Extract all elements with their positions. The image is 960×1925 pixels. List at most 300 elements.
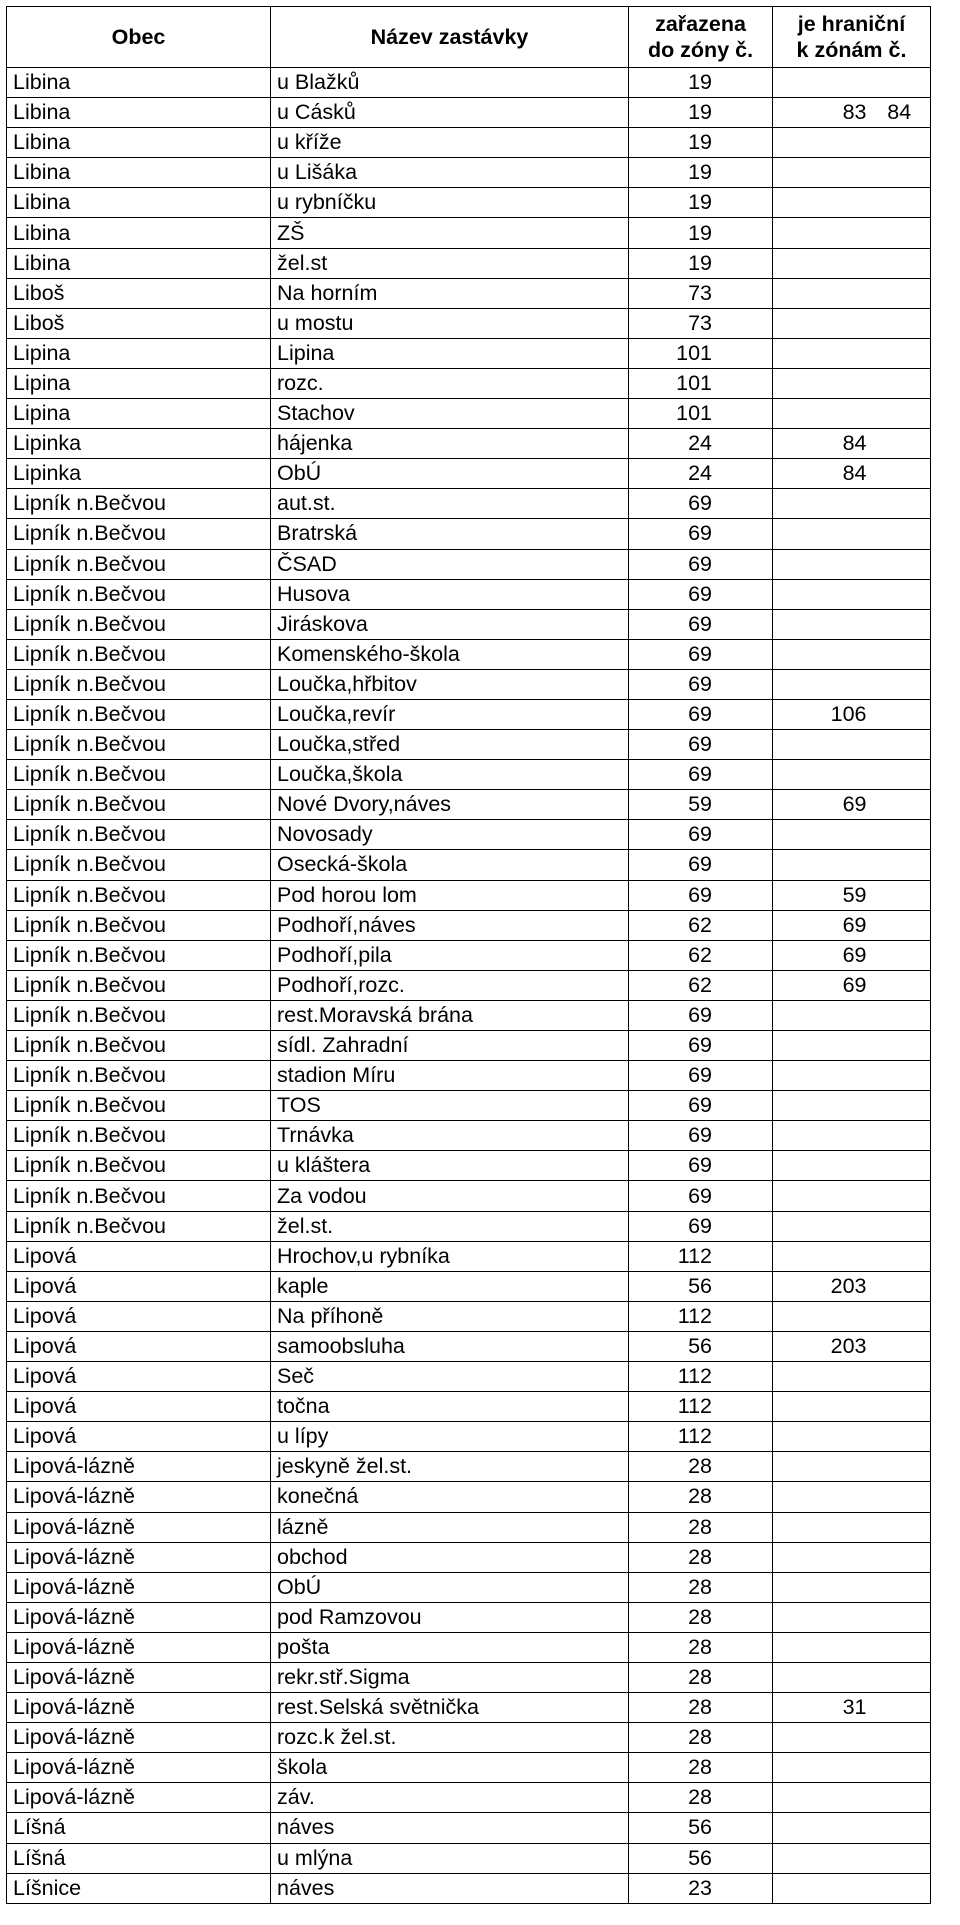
- cell-hranicni-2: [869, 1181, 931, 1211]
- cell-nazev-zastavky: obchod: [271, 1542, 629, 1572]
- cell-obec: Lipinka: [7, 459, 271, 489]
- table-row: [7, 639, 931, 669]
- table-row: [7, 1422, 931, 1452]
- cell-hranicni-2: [869, 459, 931, 489]
- cell-obec: Lipník n.Bečvou: [7, 609, 271, 639]
- cell-obec: Lipová-lázně: [7, 1662, 271, 1692]
- cell-obec: Lipová-lázně: [7, 1783, 271, 1813]
- cell-hranicni-1: [773, 158, 869, 188]
- cell-nazev-zastavky: ObÚ: [271, 1572, 629, 1602]
- cell-obec: Lipová: [7, 1271, 271, 1301]
- table-row: [7, 910, 931, 940]
- cell-zona: 28: [629, 1693, 773, 1723]
- cell-nazev-zastavky: náves: [271, 1873, 629, 1903]
- cell-obec: Lipová: [7, 1362, 271, 1392]
- cell-nazev-zastavky: hájenka: [271, 429, 629, 459]
- cell-zona: 62: [629, 970, 773, 1000]
- cell-hranicni-2: [869, 1151, 931, 1181]
- cell-obec: Lipník n.Bečvou: [7, 820, 271, 850]
- cell-zona: 112: [629, 1241, 773, 1271]
- cell-obec: Lipová-lázně: [7, 1512, 271, 1542]
- cell-hranicni-1: [773, 1000, 869, 1030]
- cell-hranicni-1: [773, 850, 869, 880]
- cell-hranicni-2: [869, 1452, 931, 1482]
- cell-hranicni-1: [773, 308, 869, 338]
- cell-hranicni-2: [869, 1783, 931, 1813]
- table-row: [7, 1602, 931, 1632]
- cell-obec: Líšná: [7, 1843, 271, 1873]
- cell-zona: 112: [629, 1392, 773, 1422]
- cell-nazev-zastavky: rest.Selská světnička: [271, 1693, 629, 1723]
- cell-nazev-zastavky: konečná: [271, 1482, 629, 1512]
- cell-hranicni-1: [773, 1632, 869, 1662]
- cell-hranicni-1: [773, 1542, 869, 1572]
- cell-nazev-zastavky: Za vodou: [271, 1181, 629, 1211]
- table-row: [7, 368, 931, 398]
- table-row: [7, 308, 931, 338]
- cell-hranicni-2: [869, 1602, 931, 1632]
- cell-nazev-zastavky: Seč: [271, 1362, 629, 1392]
- cell-zona: 19: [629, 128, 773, 158]
- cell-zona: 19: [629, 68, 773, 98]
- cell-zona: 69: [629, 760, 773, 790]
- cell-obec: Lipník n.Bečvou: [7, 669, 271, 699]
- table-row: [7, 459, 931, 489]
- cell-nazev-zastavky: Bratrská: [271, 519, 629, 549]
- cell-nazev-zastavky: Stachov: [271, 399, 629, 429]
- cell-nazev-zastavky: Osecká-škola: [271, 850, 629, 880]
- cell-nazev-zastavky: Lipina: [271, 338, 629, 368]
- cell-hranicni-1: [773, 368, 869, 398]
- table-row: [7, 1753, 931, 1783]
- header-hranicni: [773, 7, 931, 68]
- cell-nazev-zastavky: Pod horou lom: [271, 880, 629, 910]
- cell-zona: 69: [629, 1031, 773, 1061]
- cell-zona: 62: [629, 940, 773, 970]
- cell-nazev-zastavky: u kláštera: [271, 1151, 629, 1181]
- cell-hranicni-1: [773, 338, 869, 368]
- table-row: [7, 970, 931, 1000]
- header-obec: Obec: [7, 7, 271, 68]
- cell-hranicni-2: [869, 579, 931, 609]
- cell-hranicni-2: [869, 820, 931, 850]
- cell-hranicni-1: [773, 218, 869, 248]
- header-zarazena-line2: do zóny č.: [647, 38, 754, 62]
- cell-hranicni-1: [773, 669, 869, 699]
- cell-zona: 69: [629, 1121, 773, 1151]
- cell-hranicni-2: [869, 1331, 931, 1361]
- cell-nazev-zastavky: točna: [271, 1392, 629, 1422]
- header-nazev-zastavky: Název zastávky: [271, 7, 629, 68]
- table-body: [7, 68, 931, 1904]
- cell-hranicni-1: [773, 1873, 869, 1903]
- cell-hranicni-1: 59: [773, 880, 869, 910]
- cell-nazev-zastavky: u mostu: [271, 308, 629, 338]
- cell-hranicni-1: [773, 820, 869, 850]
- cell-hranicni-2: [869, 730, 931, 760]
- cell-hranicni-1: 69: [773, 970, 869, 1000]
- cell-obec: Lipník n.Bečvou: [7, 579, 271, 609]
- zone-table-sheet: [6, 6, 931, 1904]
- cell-obec: Libina: [7, 158, 271, 188]
- table-row: [7, 519, 931, 549]
- cell-obec: Lipová: [7, 1331, 271, 1361]
- cell-hranicni-2: [869, 158, 931, 188]
- cell-hranicni-1: [773, 549, 869, 579]
- cell-zona: 19: [629, 158, 773, 188]
- cell-nazev-zastavky: Jiráskova: [271, 609, 629, 639]
- cell-obec: Lipník n.Bečvou: [7, 880, 271, 910]
- cell-hranicni-1: [773, 519, 869, 549]
- cell-obec: Lipník n.Bečvou: [7, 970, 271, 1000]
- cell-hranicni-2: [869, 549, 931, 579]
- table-row: [7, 98, 931, 128]
- cell-nazev-zastavky: u Blažků: [271, 68, 629, 98]
- table-row: [7, 1662, 931, 1692]
- table-row: [7, 218, 931, 248]
- table-header-row: [7, 7, 931, 68]
- cell-zona: 28: [629, 1512, 773, 1542]
- table-row: [7, 1873, 931, 1903]
- cell-hranicni-2: [869, 850, 931, 880]
- cell-hranicni-1: [773, 1662, 869, 1692]
- cell-hranicni-1: [773, 1151, 869, 1181]
- cell-hranicni-1: 84: [773, 429, 869, 459]
- table-row: [7, 1572, 931, 1602]
- cell-obec: Lipník n.Bečvou: [7, 1121, 271, 1151]
- cell-hranicni-1: [773, 68, 869, 98]
- cell-hranicni-2: [869, 1241, 931, 1271]
- cell-obec: Libina: [7, 128, 271, 158]
- table-row: [7, 1181, 931, 1211]
- cell-hranicni-1: 31: [773, 1693, 869, 1723]
- cell-obec: Lipová-lázně: [7, 1452, 271, 1482]
- cell-hranicni-2: [869, 368, 931, 398]
- cell-obec: Lipová: [7, 1301, 271, 1331]
- cell-nazev-zastavky: TOS: [271, 1091, 629, 1121]
- cell-hranicni-1: [773, 1241, 869, 1271]
- cell-obec: Lipová-lázně: [7, 1632, 271, 1662]
- table-row: [7, 1783, 931, 1813]
- cell-obec: Lipník n.Bečvou: [7, 639, 271, 669]
- table-row: [7, 1301, 931, 1331]
- table-row: [7, 248, 931, 278]
- cell-hranicni-1: [773, 1362, 869, 1392]
- cell-zona: 69: [629, 850, 773, 880]
- cell-hranicni-2: [869, 1542, 931, 1572]
- cell-nazev-zastavky: Nové Dvory,náves: [271, 790, 629, 820]
- cell-zona: 28: [629, 1482, 773, 1512]
- cell-nazev-zastavky: Trnávka: [271, 1121, 629, 1151]
- stops-zone-table: [6, 6, 931, 1904]
- cell-nazev-zastavky: Loučka,hřbitov: [271, 669, 629, 699]
- cell-zona: 101: [629, 338, 773, 368]
- cell-hranicni-1: [773, 1031, 869, 1061]
- cell-zona: 59: [629, 790, 773, 820]
- cell-hranicni-1: [773, 1843, 869, 1873]
- cell-hranicni-2: [869, 519, 931, 549]
- table-row: [7, 68, 931, 98]
- cell-zona: 69: [629, 1181, 773, 1211]
- cell-hranicni-2: [869, 489, 931, 519]
- cell-zona: 69: [629, 1000, 773, 1030]
- table-row: [7, 820, 931, 850]
- cell-hranicni-1: [773, 1452, 869, 1482]
- cell-hranicni-2: [869, 760, 931, 790]
- cell-zona: 69: [629, 549, 773, 579]
- cell-zona: 101: [629, 368, 773, 398]
- table-row: [7, 549, 931, 579]
- cell-nazev-zastavky: rest.Moravská brána: [271, 1000, 629, 1030]
- cell-obec: Lipová: [7, 1422, 271, 1452]
- cell-hranicni-1: [773, 399, 869, 429]
- cell-hranicni-1: [773, 639, 869, 669]
- cell-nazev-zastavky: škola: [271, 1753, 629, 1783]
- cell-hranicni-1: [773, 609, 869, 639]
- cell-obec: Lipník n.Bečvou: [7, 1000, 271, 1030]
- cell-hranicni-1: [773, 1783, 869, 1813]
- cell-zona: 73: [629, 308, 773, 338]
- table-row: [7, 1392, 931, 1422]
- cell-zona: 69: [629, 669, 773, 699]
- cell-hranicni-1: [773, 579, 869, 609]
- cell-obec: Libina: [7, 188, 271, 218]
- cell-zona: 69: [629, 1061, 773, 1091]
- table-row: [7, 1452, 931, 1482]
- table-row: [7, 730, 931, 760]
- cell-hranicni-1: 83: [773, 98, 869, 128]
- cell-hranicni-1: [773, 1572, 869, 1602]
- table-row: [7, 489, 931, 519]
- cell-obec: Libina: [7, 218, 271, 248]
- cell-obec: Lipina: [7, 338, 271, 368]
- cell-hranicni-2: [869, 1632, 931, 1662]
- cell-zona: 69: [629, 699, 773, 729]
- cell-nazev-zastavky: u Cásků: [271, 98, 629, 128]
- cell-zona: 69: [629, 639, 773, 669]
- cell-hranicni-2: [869, 399, 931, 429]
- cell-nazev-zastavky: Komenského-škola: [271, 639, 629, 669]
- cell-nazev-zastavky: sídl. Zahradní: [271, 1031, 629, 1061]
- cell-nazev-zastavky: kaple: [271, 1271, 629, 1301]
- cell-zona: 56: [629, 1843, 773, 1873]
- cell-zona: 24: [629, 459, 773, 489]
- cell-nazev-zastavky: samoobsluha: [271, 1331, 629, 1361]
- cell-nazev-zastavky: Na příhoně: [271, 1301, 629, 1331]
- cell-nazev-zastavky: Husova: [271, 579, 629, 609]
- cell-zona: 69: [629, 1151, 773, 1181]
- cell-nazev-zastavky: záv.: [271, 1783, 629, 1813]
- table-row: [7, 338, 931, 368]
- header-zarazena-line1: zařazena: [655, 12, 746, 36]
- table-row: [7, 128, 931, 158]
- cell-zona: 56: [629, 1331, 773, 1361]
- cell-nazev-zastavky: pošta: [271, 1632, 629, 1662]
- cell-obec: Liboš: [7, 308, 271, 338]
- cell-hranicni-2: [869, 1061, 931, 1091]
- cell-zona: 69: [629, 1211, 773, 1241]
- cell-hranicni-1: [773, 730, 869, 760]
- cell-hranicni-2: [869, 1843, 931, 1873]
- cell-obec: Lipová-lázně: [7, 1723, 271, 1753]
- cell-obec: Lipová: [7, 1392, 271, 1422]
- cell-nazev-zastavky: ObÚ: [271, 459, 629, 489]
- table-row: [7, 1121, 931, 1151]
- cell-nazev-zastavky: jeskyně žel.st.: [271, 1452, 629, 1482]
- table-row: [7, 158, 931, 188]
- table-row: [7, 880, 931, 910]
- cell-hranicni-1: [773, 1512, 869, 1542]
- cell-obec: Lipová: [7, 1241, 271, 1271]
- cell-hranicni-2: [869, 1873, 931, 1903]
- cell-zona: 69: [629, 579, 773, 609]
- cell-hranicni-1: [773, 128, 869, 158]
- cell-zona: 28: [629, 1723, 773, 1753]
- cell-nazev-zastavky: u rybníčku: [271, 188, 629, 218]
- cell-obec: Lipinka: [7, 429, 271, 459]
- cell-hranicni-1: [773, 1753, 869, 1783]
- cell-nazev-zastavky: Na horním: [271, 278, 629, 308]
- cell-nazev-zastavky: Podhoří,pila: [271, 940, 629, 970]
- cell-hranicni-2: [869, 940, 931, 970]
- cell-hranicni-2: [869, 278, 931, 308]
- table-row: [7, 1211, 931, 1241]
- cell-hranicni-1: [773, 188, 869, 218]
- cell-hranicni-1: 69: [773, 910, 869, 940]
- cell-zona: 56: [629, 1813, 773, 1843]
- cell-hranicni-2: [869, 1662, 931, 1692]
- cell-hranicni-1: [773, 1301, 869, 1331]
- cell-hranicni-2: [869, 248, 931, 278]
- cell-nazev-zastavky: ZŠ: [271, 218, 629, 248]
- cell-hranicni-2: [869, 880, 931, 910]
- cell-zona: 69: [629, 519, 773, 549]
- cell-nazev-zastavky: rozc.k žel.st.: [271, 1723, 629, 1753]
- cell-zona: 62: [629, 910, 773, 940]
- cell-hranicni-2: [869, 910, 931, 940]
- cell-zona: 112: [629, 1422, 773, 1452]
- table-row: [7, 1693, 931, 1723]
- cell-obec: Libina: [7, 68, 271, 98]
- cell-obec: Lipník n.Bečvou: [7, 940, 271, 970]
- cell-nazev-zastavky: u Lišáka: [271, 158, 629, 188]
- table-row: [7, 579, 931, 609]
- cell-hranicni-1: [773, 248, 869, 278]
- cell-zona: 28: [629, 1602, 773, 1632]
- table-row: [7, 1482, 931, 1512]
- cell-hranicni-2: [869, 699, 931, 729]
- cell-hranicni-1: [773, 1813, 869, 1843]
- cell-hranicni-2: [869, 1121, 931, 1151]
- cell-hranicni-2: [869, 128, 931, 158]
- cell-obec: Líšnice: [7, 1873, 271, 1903]
- cell-obec: Lipník n.Bečvou: [7, 549, 271, 579]
- cell-nazev-zastavky: žel.st: [271, 248, 629, 278]
- cell-zona: 112: [629, 1301, 773, 1331]
- table-row: [7, 188, 931, 218]
- cell-nazev-zastavky: pod Ramzovou: [271, 1602, 629, 1632]
- cell-hranicni-2: [869, 1271, 931, 1301]
- cell-zona: 28: [629, 1783, 773, 1813]
- cell-hranicni-2: [869, 218, 931, 248]
- cell-hranicni-2: [869, 1723, 931, 1753]
- cell-hranicni-1: [773, 489, 869, 519]
- cell-hranicni-1: 84: [773, 459, 869, 489]
- cell-zona: 69: [629, 1091, 773, 1121]
- cell-zona: 19: [629, 188, 773, 218]
- cell-hranicni-2: [869, 1392, 931, 1422]
- table-row: [7, 1151, 931, 1181]
- table-row: [7, 1723, 931, 1753]
- table-row: [7, 790, 931, 820]
- cell-zona: 28: [629, 1452, 773, 1482]
- cell-zona: 28: [629, 1572, 773, 1602]
- cell-zona: 69: [629, 489, 773, 519]
- table-row: [7, 1271, 931, 1301]
- table-row: [7, 1632, 931, 1662]
- cell-zona: 112: [629, 1362, 773, 1392]
- cell-zona: 69: [629, 880, 773, 910]
- cell-hranicni-2: [869, 1572, 931, 1602]
- cell-hranicni-1: 69: [773, 790, 869, 820]
- cell-obec: Lipník n.Bečvou: [7, 760, 271, 790]
- cell-hranicni-1: [773, 760, 869, 790]
- cell-hranicni-2: [869, 1813, 931, 1843]
- table-row: [7, 1061, 931, 1091]
- cell-nazev-zastavky: u kříže: [271, 128, 629, 158]
- cell-hranicni-1: [773, 1211, 869, 1241]
- cell-hranicni-1: [773, 1482, 869, 1512]
- cell-obec: Lipník n.Bečvou: [7, 1091, 271, 1121]
- table-row: [7, 609, 931, 639]
- table-row: [7, 399, 931, 429]
- table-row: [7, 1331, 931, 1361]
- cell-hranicni-1: 69: [773, 940, 869, 970]
- cell-obec: Lipník n.Bečvou: [7, 910, 271, 940]
- cell-obec: Líšná: [7, 1813, 271, 1843]
- cell-zona: 69: [629, 730, 773, 760]
- cell-zona: 23: [629, 1873, 773, 1903]
- cell-hranicni-2: [869, 1000, 931, 1030]
- cell-hranicni-2: [869, 429, 931, 459]
- cell-hranicni-1: [773, 1181, 869, 1211]
- cell-obec: Lipník n.Bečvou: [7, 489, 271, 519]
- cell-obec: Lipník n.Bečvou: [7, 699, 271, 729]
- cell-hranicni-2: [869, 639, 931, 669]
- cell-nazev-zastavky: Loučka,revír: [271, 699, 629, 729]
- cell-zona: 24: [629, 429, 773, 459]
- table-row: [7, 669, 931, 699]
- cell-hranicni-1: [773, 1602, 869, 1632]
- cell-hranicni-2: [869, 1091, 931, 1121]
- cell-nazev-zastavky: Podhoří,rozc.: [271, 970, 629, 1000]
- cell-nazev-zastavky: náves: [271, 1813, 629, 1843]
- cell-obec: Lipník n.Bečvou: [7, 790, 271, 820]
- cell-nazev-zastavky: stadion Míru: [271, 1061, 629, 1091]
- table-row: [7, 760, 931, 790]
- cell-hranicni-2: [869, 1693, 931, 1723]
- table-row: [7, 1031, 931, 1061]
- cell-zona: 69: [629, 609, 773, 639]
- header-zarazena: [629, 7, 773, 68]
- cell-hranicni-2: [869, 1753, 931, 1783]
- cell-hranicni-2: [869, 1211, 931, 1241]
- cell-obec: Lipník n.Bečvou: [7, 850, 271, 880]
- cell-obec: Lipová-lázně: [7, 1602, 271, 1632]
- cell-obec: Libina: [7, 248, 271, 278]
- cell-zona: 56: [629, 1271, 773, 1301]
- cell-hranicni-1: [773, 1392, 869, 1422]
